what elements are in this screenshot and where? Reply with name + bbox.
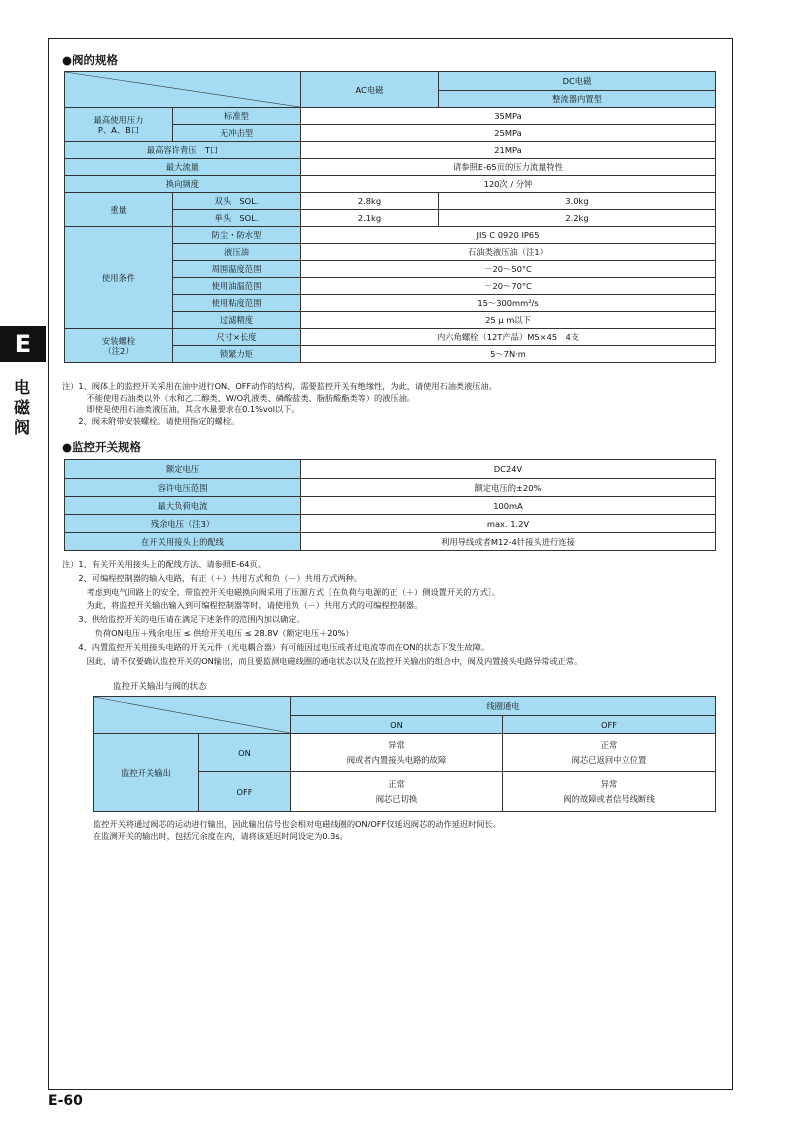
row-value: 120次 / 分钟 — [301, 176, 716, 193]
switch-state-table — [93, 696, 716, 812]
row-value: 100mA — [301, 497, 716, 515]
row-label: 周围温度范围 — [173, 261, 301, 278]
row-label: 使用油温范围 — [173, 278, 301, 295]
row-value: 利用导线或者M12-4针接头进行连接 — [301, 533, 716, 551]
state-table-notes — [93, 819, 501, 842]
side-char: 电 — [13, 378, 30, 397]
row-value: 25MPa — [301, 125, 716, 142]
valve-spec-title: ●阀的规格 — [62, 53, 119, 67]
header-dc-sub: 整流器内置型 — [439, 91, 716, 108]
note-line: 负荷ON电压＋残余电压 ≤ 供给开关电压 ≤ 28.8V（额定电压＋20%） — [62, 627, 354, 638]
state-cell: 异常 阀的故障或者信号线断线 — [503, 772, 716, 812]
weight-ac: 2.8kg — [301, 193, 439, 210]
state-cell: 正常 阀芯已返回中立位置 — [503, 734, 716, 772]
row-value: DC24V — [301, 460, 716, 479]
page-number: E-60 — [48, 1093, 83, 1109]
row-label: 额定电压 — [65, 460, 301, 479]
switch-output-group-label: 监控开关输出 — [94, 734, 199, 812]
section-tab-e: E — [0, 326, 46, 362]
row-label: 在开关用接头上的配线 — [65, 533, 301, 551]
weight-dc: 3.0kg — [439, 193, 716, 210]
row-label: 锁紧力矩 — [173, 346, 301, 363]
row-value: JIS C 0920 IP65 — [301, 227, 716, 244]
note-line: 3、供给监控开关的电压请在满足下述条件的范围内加以确定。 — [62, 614, 305, 625]
coil-on-header: ON — [291, 716, 503, 734]
conditions-group-label: 使用条件 — [65, 227, 173, 329]
header-ac: AC电磁 — [301, 72, 439, 108]
row-label: 单头 SOL. — [173, 210, 301, 227]
state-cell: 异常 阀或者内置接头电路的故障 — [291, 734, 503, 772]
state-table-caption: 监控开关输出与阀的状态 — [113, 682, 207, 692]
note-line: 在监测开关的输出时，包括冗余度在内，请将该延迟时间设定为0.3s。 — [93, 830, 348, 841]
row-label: 最高容许背压 T口 — [65, 142, 301, 159]
row-value: 5～7N·m — [301, 346, 716, 363]
row-value: 35MPa — [301, 108, 716, 125]
note-line: 2、可编程控制器的输入电路，有正（＋）共用方式和负（－）共用方式两种。 — [62, 572, 362, 583]
header-diagonal-cell — [94, 697, 291, 734]
row-value: 内六角螺栓（12T产品）M5×45 4支 — [301, 329, 716, 346]
switch-spec-notes — [62, 558, 582, 668]
note-line: 2、阀未附带安装螺栓。请使用指定的螺栓。 — [62, 415, 240, 426]
row-value: max. 1.2V — [301, 515, 716, 533]
row-label: 容许电压范围 — [65, 479, 301, 497]
switch-spec-table — [64, 459, 716, 551]
row-label: 双头 SOL. — [173, 193, 301, 210]
row-value: 21MPa — [301, 142, 716, 159]
row-label: 残余电压（注3） — [65, 515, 301, 533]
row-value: 请参照E-65页的压力流量特性 — [301, 159, 716, 176]
row-value: 石油类液压油（注1） — [301, 244, 716, 261]
coil-energized-header: 线圈通电 — [291, 697, 716, 716]
pressure-group-label: 最高使用压力 P、A、B口 — [65, 108, 173, 142]
side-label — [11, 378, 33, 438]
note-line: 注）1、有关开关用接头上的配线方法、请参照E-64页。 — [62, 559, 266, 569]
note-line: 监控开关将通过阀芯的运动进行输出，因此输出信号也会相对电磁线圈的ON/OFF仅延迟阀芯的动作延迟时间长。 — [93, 819, 501, 829]
note-line: 不能使用石油类以外（水和乙二醇类、W/O乳液类、磷酸盐类、脂肪酸酯类等）的液压油。 — [62, 392, 415, 403]
weight-ac: 2.1kg — [301, 210, 439, 227]
row-value: 额定电压的±20% — [301, 479, 716, 497]
row-label: 防尘・防水型 — [173, 227, 301, 244]
row-value: 25 μ m以下 — [301, 312, 716, 329]
coil-off-header: OFF — [503, 716, 716, 734]
row-label: 使用粘度范围 — [173, 295, 301, 312]
row-label: 换向频度 — [65, 176, 301, 193]
weight-group-label: 重量 — [65, 193, 173, 227]
switch-on-label: ON — [199, 734, 291, 772]
note-line: 考虑到电气回路上的安全，带监控开关电磁换向阀采用了压源方式［在负荷与电源的正（＋）侧设置开关的方式］。 — [62, 586, 501, 597]
note-line: 为此，将监控开关输出输入到可编程控制器等时，请使用负（－）共用方式的可编程控制器。 — [62, 600, 423, 611]
row-value: 15～300mm²/s — [301, 295, 716, 312]
note-line: 4、内置监控开关用接头电路的开关元件（光电耦合器）有可能因过电压或者过电流等而在ON的状态下发生故障。 — [62, 641, 490, 652]
header-diagonal-cell — [65, 72, 301, 108]
valve-spec-notes — [62, 381, 497, 427]
header-dc: DC电磁 — [439, 72, 716, 91]
row-label: 最大负荷电流 — [65, 497, 301, 515]
state-cell: 正常 阀芯已切换 — [291, 772, 503, 812]
side-char: 阀 — [13, 418, 30, 437]
row-value: －20～50°C — [301, 261, 716, 278]
row-label: 液压油 — [173, 244, 301, 261]
row-label: 过滤精度 — [173, 312, 301, 329]
row-label: 最大流量 — [65, 159, 301, 176]
side-char: 磁 — [13, 398, 30, 417]
bolt-group-label: 安装螺栓 （注2） — [65, 329, 173, 363]
switch-off-label: OFF — [199, 772, 291, 812]
switch-spec-title: ●监控开关规格 — [62, 440, 142, 454]
row-label: 无冲击型 — [173, 125, 301, 142]
note-line: 即使是使用石油类液压油，其含水量要求在0.1%vol以下。 — [62, 404, 300, 415]
note-line: 注）1、阀体上的监控开关采用在油中进行ON、OFF动作的结构，需要监控开关有绝缘性，为此，请使用石油类液压油。 — [62, 381, 497, 391]
note-line: 因此，请不仅要确认监控开关的ON输出，而且要监测电磁线圈的通电状态以及在监控开关输出的组合中，阀及内置接头电路异常或正常。 — [62, 655, 583, 666]
row-label: 尺寸×长度 — [173, 329, 301, 346]
valve-spec-table — [64, 71, 716, 363]
row-label: 标准型 — [173, 108, 301, 125]
weight-dc: 2.2kg — [439, 210, 716, 227]
row-value: －20～70°C — [301, 278, 716, 295]
